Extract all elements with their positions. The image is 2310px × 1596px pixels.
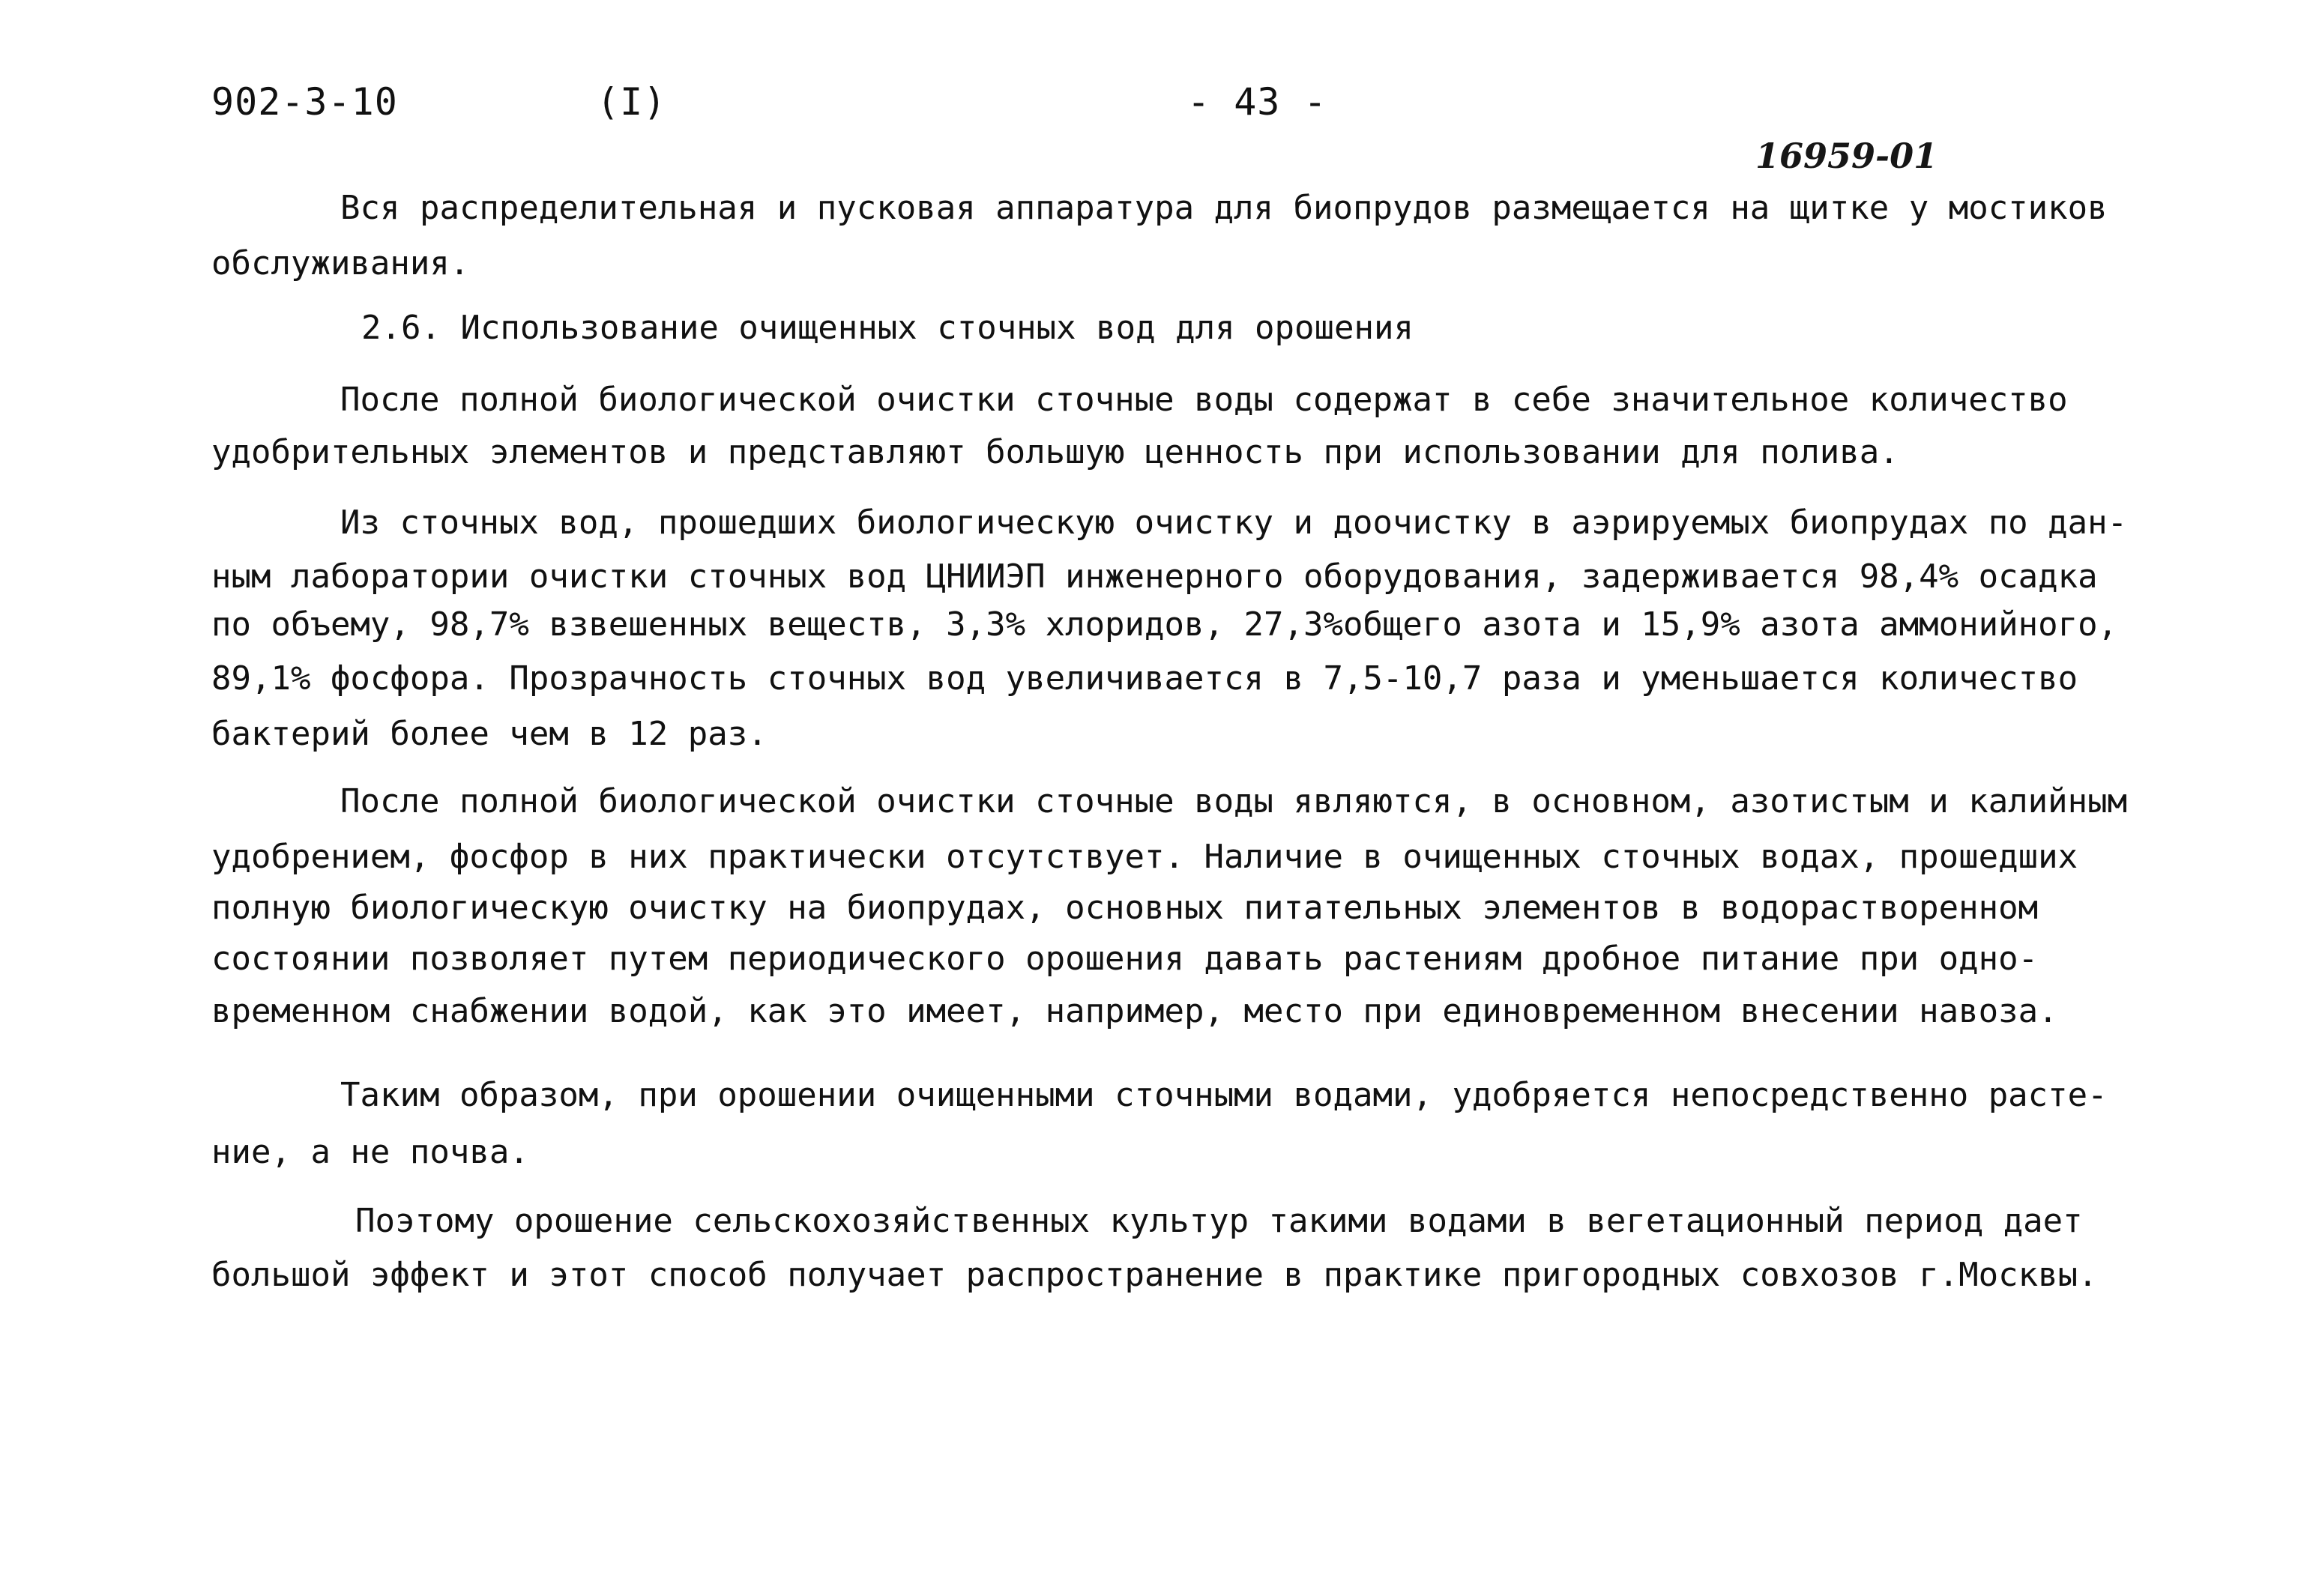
text-line: Из сточных вод, прошедших биологическую очистку и доочистку в аэрируемых биопрудах по дан- [340, 504, 2128, 542]
text-line: по объему, 98,7% взвешенных веществ, 3,3% хлоридов, 27,3%общего азота и 15,9% азота аммонийного, [211, 605, 2118, 644]
handwritten-stamp-number: 16959-01 [1755, 136, 1938, 176]
section-heading: 2.6. Использование очищенных сточных вод для орошения [361, 309, 1414, 347]
page-number: - 43 - [1187, 80, 1327, 124]
text-line: Таким образом, при орошении очищенными сточными водами, удобряется непосредственно расте- [340, 1076, 2108, 1114]
text-line: ние, а не почва. [211, 1133, 529, 1171]
text-line: полную биологическую очистку на биопрудах, основных питательных элементов в водорастворенном [211, 889, 2039, 927]
document-code: 902-3-10 [211, 80, 398, 124]
text-line: удобрительных элементов и представляют большую ценность при использовании для полива. [211, 433, 1899, 471]
document-part: (I) [597, 80, 667, 124]
text-line: После полной биологической очистки сточные воды содержат в себе значительное количество [340, 381, 2068, 419]
text-line: большой эффект и этот способ получает распространение в практике пригородных совхозов г.Москвы. [211, 1256, 2098, 1294]
text-line: состоянии позволяет путем периодического орошения давать растениям дробное питание при одно- [211, 940, 2039, 978]
text-line: обслуживания. [211, 244, 470, 282]
text-line: удобрением, фосфор в них практически отсутствует. Наличие в очищенных сточных водах, прошедших [211, 838, 2078, 876]
text-line: бактерий более чем в 12 раз. [211, 715, 768, 753]
text-line: ным лаборатории очистки сточных вод ЦНИИЭП инженерного оборудования, задерживается 98,4% осадка [211, 557, 2098, 596]
text-line: временном снабжении водой, как это имеет, например, место при единовременном внесении навоза. [211, 992, 2058, 1030]
text-line: После полной биологической очистки сточные воды являются, в основном, азотистым и калийным [340, 782, 2128, 820]
text-line: 89,1% фосфора. Прозрачность сточных вод увеличивается в 7,5-10,7 раза и уменьшается количество [211, 659, 2078, 698]
text-line: Вся распределительная и пусковая аппаратура для биопрудов размещается на щитке у мостиков [340, 189, 2108, 227]
text-line: Поэтому орошение сельскохозяйственных культур такими водами в вегетационный период дает [355, 1202, 2083, 1240]
